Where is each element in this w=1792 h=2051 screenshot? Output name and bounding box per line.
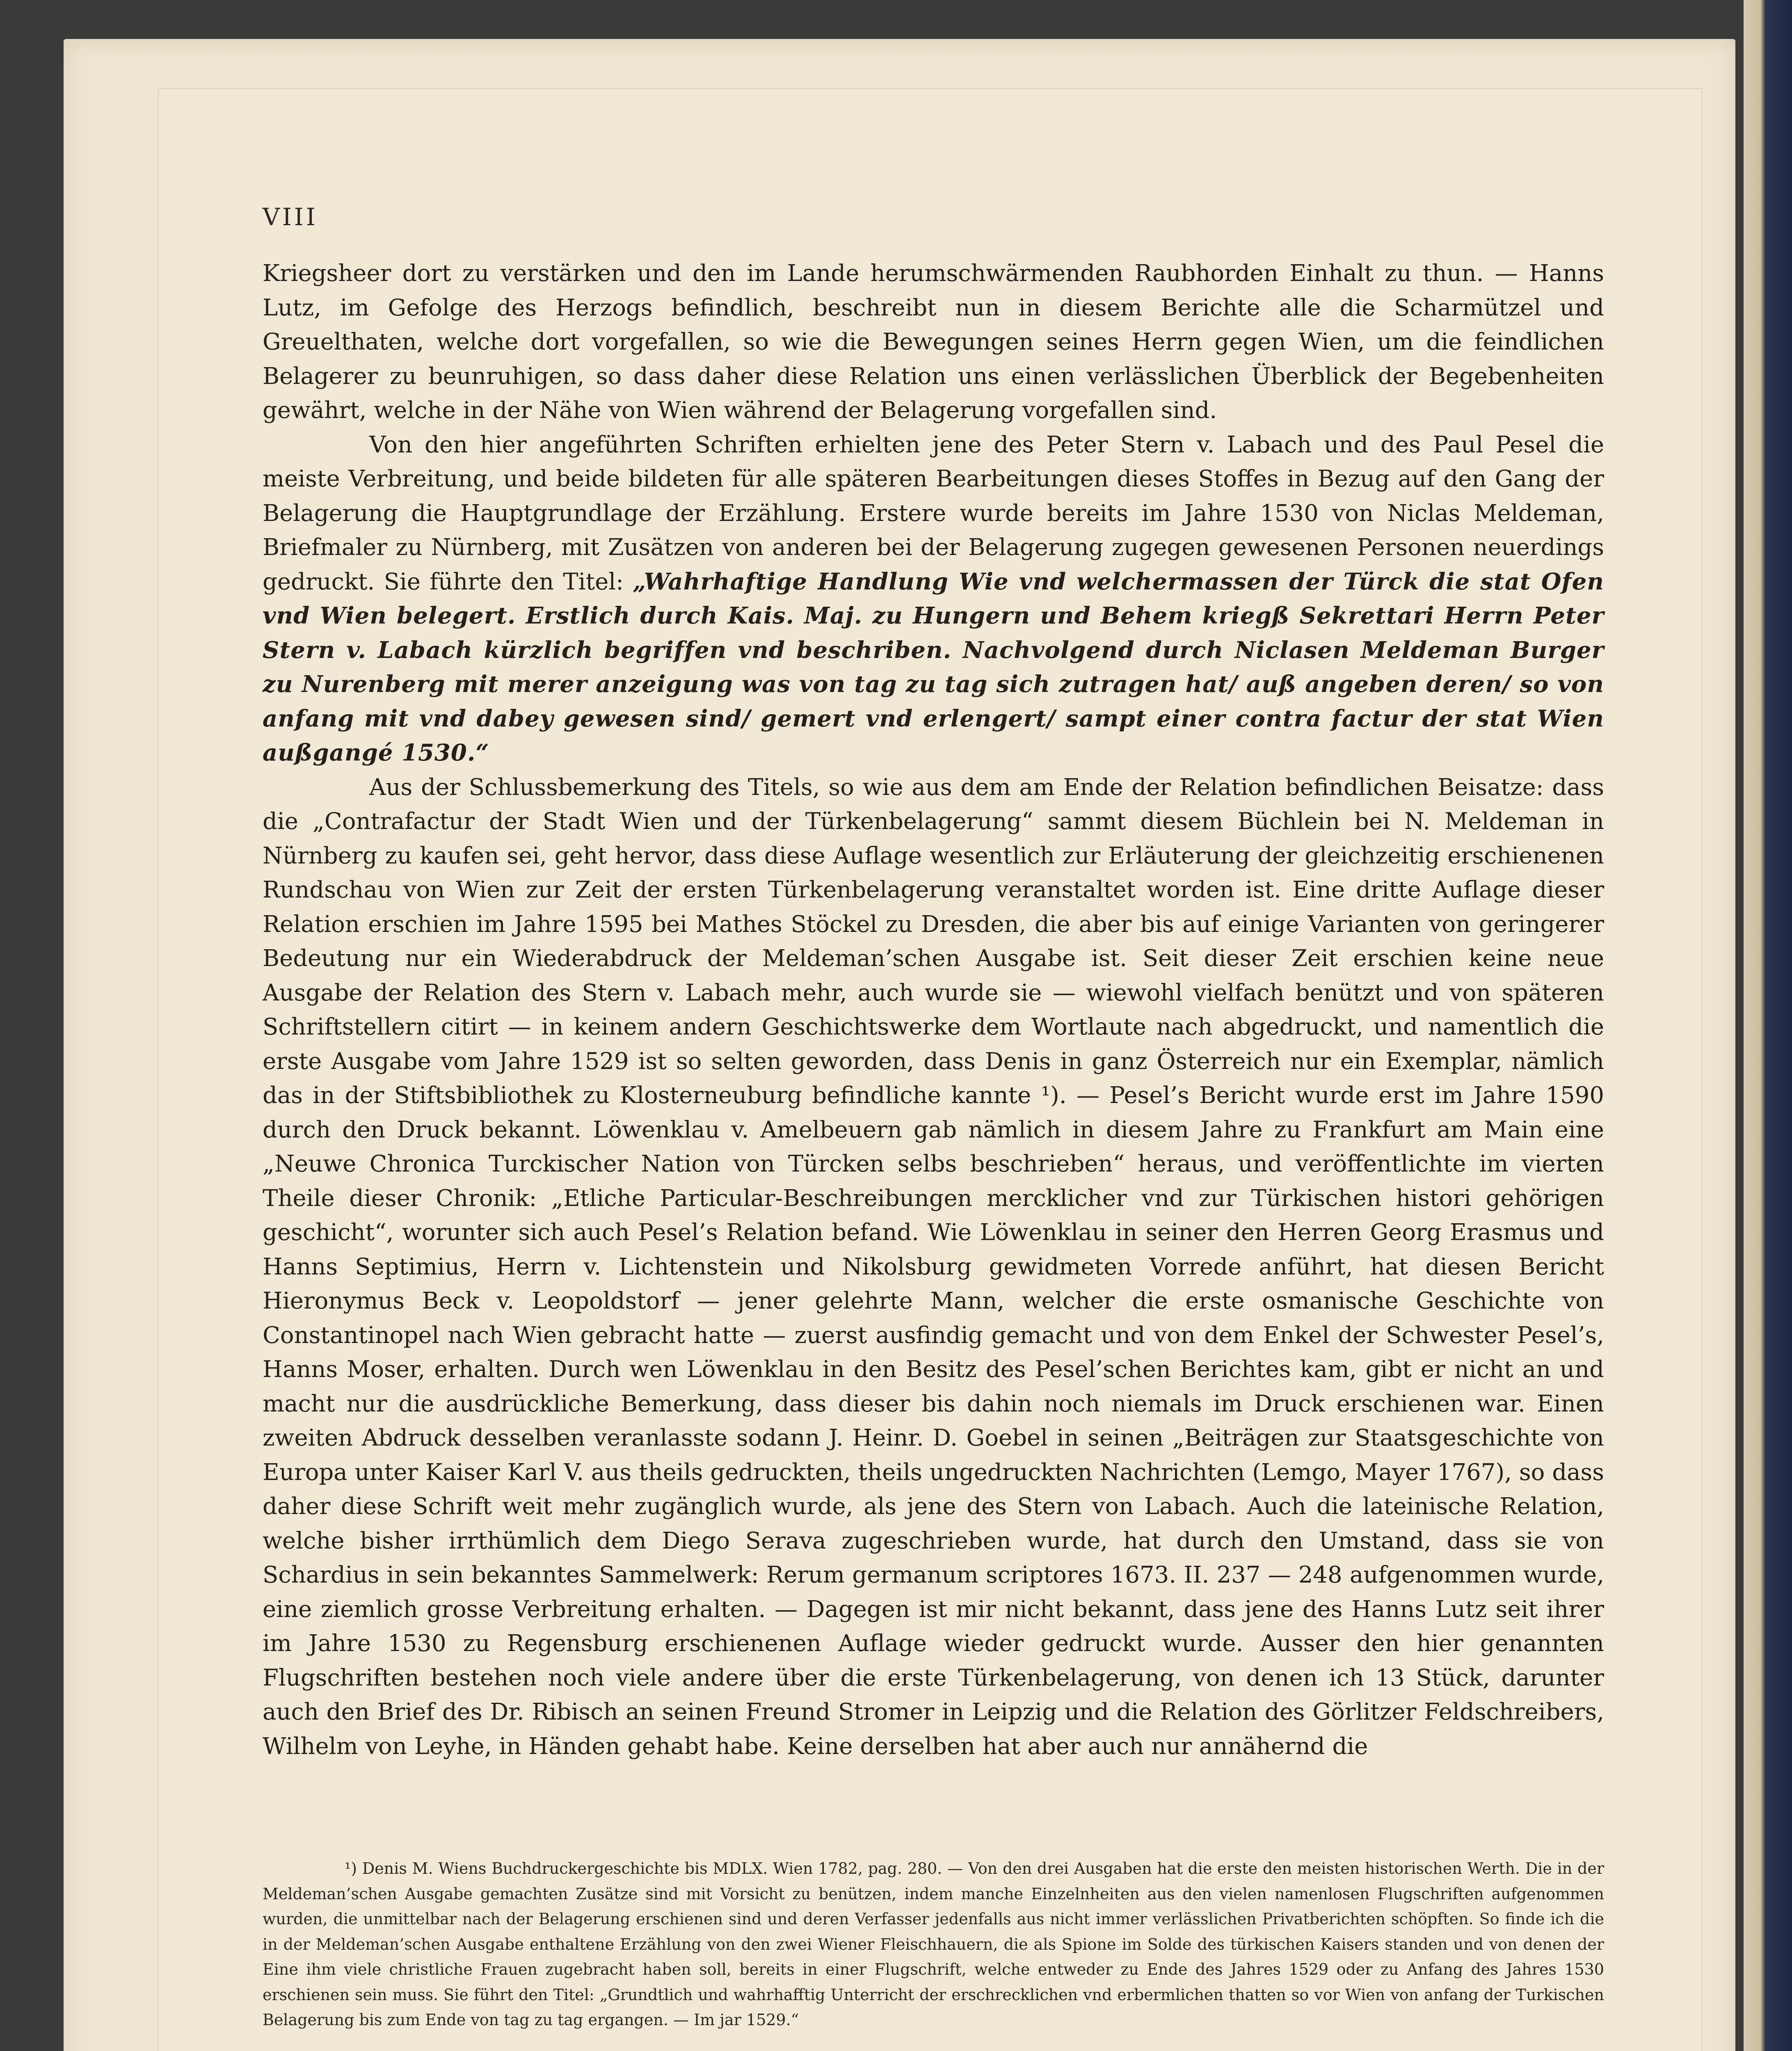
paragraph-2-text: Von den hier angeführten Schriften erhielten jene des Peter Stern v. Labach und des Paul Pesel die meiste Verbreitung, und beide bildeten für alle späteren Bearbeitungen dieses Stoffes in Bezug auf den Gang der Belagerung die Hauptgrundlage der Erzählung. Erstere wurde bereits im Jahre 1530 von Niclas Meldeman, Briefmaler zu Nürnberg, mit Zusätzen von anderen bei der Belagerung zugegen gewesenen Personen neuerdings gedruckt. Sie führte den Titel: xyxy=(263,431,1604,595)
paragraph-1: Kriegsheer dort zu verstärken und den im Lande herumschwärmenden Raubhorden Einhalt zu thun. — Hanns Lutz, im Gefolge des Herzogs befindlich, beschreibt nun in diesem Berichte alle die Scharmützel und Greuelthaten, welche dort vorgefallen, so wie die Bewegungen seines Herrn gegen Wien, um die feindlichen Belagerer zu beunruhigen, so dass daher diese Relation uns einen verlässlichen Überblick der Begebenheiten gewährt, welche in der Nähe von Wien während der Belagerung vorgefallen sind. xyxy=(263,260,1604,424)
footnote-block xyxy=(263,1856,1604,2033)
page-number: VIII xyxy=(263,203,318,231)
paragraph-3: Aus der Schlussbemerkung des Titels, so wie aus dem am Ende der Relation befindlichen Beisatze: dass die „Contrafactur der Stadt Wien und der Türkenbelagerung“ sammt diesem Büchlein bei N. Meldeman in Nürnberg zu kaufen sei, geht hervor, dass diese Auflage wesentlich zur Erläuterung der gleichzeitig erschienenen Rundschau von Wien zur Zeit der ersten Türkenbelagerung veranstaltet worden ist. Eine dritte Auflage dieser Relation erschien im Jahre 1595 bei Mathes Stöckel zu Dresden, die aber bis auf einige Varianten von geringerer Bedeutung nur ein Wiederabdruck der Meldeman’schen Ausgabe ist. Seit dieser Zeit erschien keine neue Ausgabe der Relation des Stern v. Labach mehr, auch wurde sie — wiewohl vielfach benützt und von späteren Schriftstellern citirt — in keinem andern Geschichtswerke dem Wortlaute nach abgedruckt, und namentlich die erste Ausgabe vom Jahre 1529 ist so selten geworden, dass Denis in ganz Österreich nur ein Exemplar, nämlich das in der Stiftsbibliothek zu Klosterneuburg befindliche kannte ¹). — Pesel’s Bericht wurde erst im Jahre 1590 durch den Druck bekannt. Löwenklau v. Amelbeuern gab nämlich in diesem Jahre zu Frankfurt am Main eine „Neuwe Chronica Turckischer Nation von Türcken selbs beschrieben“ heraus, und veröffentlichte im vierten Theile dieser Chronik: „Etliche Particular-Beschreibungen mercklicher vnd zur Türkischen histori gehörigen geschicht“, worunter sich auch Pesel’s Relation befand. Wie Löwenklau in seiner den Herren Georg Erasmus und Hanns Septimius, Herrn v. Lichtenstein und Nikolsburg gewidmeten Vorrede anführt, hat diesen Bericht Hieronymus Beck v. Leopoldstorf — jener gelehrte Mann, welcher die erste osmanische Geschichte von Constantinopel nach Wien gebracht hatte — zuerst ausfindig gemacht und von dem Enkel der Schwester Pesel’s, Hanns Moser, erhalten. Durch wen Löwenklau in den Besitz des Pesel’schen Berichtes kam, gibt er nicht an und macht nur die ausdrückliche Bemerkung, dass dieser bis dahin noch niemals im Druck erschienen war. Einen zweiten Abdruck desselben veranlasste sodann J. Heinr. D. Goebel in seinen „Beiträgen zur Staatsgeschichte von Europa unter Kaiser Karl V. aus theils gedruckten, theils ungedruckten Nachrichten (Lemgo, Mayer 1767), so dass daher diese Schrift weit mehr zugänglich wurde, als jene des Stern von Labach. Auch die lateinische Relation, welche bisher irrthümlich dem Diego Serava zugeschrieben wurde, hat durch den Umstand, dass sie von Schardius in sein bekanntes Sammelwerk: Rerum germanum scriptores 1673. II. 237 — 248 aufgenommen wurde, eine ziemlich grosse Verbreitung erhalten. — Dagegen ist mir nicht bekannt, dass jene des Hanns Lutz seit ihrer im Jahre 1530 zu Regensburg erschienenen Auflage wieder gedruckt wurde. Ausser den hier genannten Flugschriften bestehen noch viele andere über die erste Türkenbelagerung, von denen ich 13 Stück, darunter auch den Brief des Dr. Ribisch an seinen Freund Stromer in Leipzig und die Relation des Görlitzer Feldschreibers, Wilhelm von Leyhe, in Händen gehabt habe. Keine derselben hat aber auch nur annähernd die xyxy=(263,774,1604,1760)
footnote-1: ¹) Denis M. Wiens Buchdruckergeschichte bis MDLX. Wien 1782, pag. 280. — Von den drei Ausgaben hat die erste den meisten historischen Werth. Die in der Meldeman’schen Ausgabe gemachten Zusätze sind mit Vorsicht zu benützen, indem manche Einzelnheiten aus den vielen namenlosen Flugschriften aufgenommen wurden, die unmittelbar nach der Belagerung erschienen sind und deren Verfasser jedenfalls aus nicht immer verlässlichen Privatberichten schöpften. So finde ich die in der Meldeman’schen Ausgabe enthaltene Erzählung von den zwei Wiener Fleischhauern, die als Spione im Solde des türkischen Kaisers standen und von denen der Eine ihm viele christliche Frauen zugebracht haben soll, bereits in einer Flugschrift, welche entweder zu Ende des Jahres 1529 oder zu Anfang des Jahres 1530 erschienen sein muss. Sie führt den Titel: „Grundtlich und wahrhafftig Unterricht der erschrecklichen vnd erbermlichen thatten so vor Wien von anfang der Turkischen Belagerung bis zum Ende von tag zu tag ergangen. — Im jar 1529.“ xyxy=(263,1859,1604,2029)
main-text xyxy=(263,256,1604,1763)
paragraph-2 xyxy=(263,428,1604,770)
book-binding-edge xyxy=(1744,0,1792,2051)
fraktur-title-quote: „Wahrhaftige Handlung Wie vnd welchermassen der Türck die stat Ofen vnd Wien belegert. Erstlich durch Kais. Maj. zu Hungern und Behem kriegß Sekrettari Herrn Peter Stern v. Labach kürzlich begriffen vnd beschriben. Nachvolgend durch Niclasen Meldeman Burger zu Nurenberg mit merer anzeigung was von tag zu tag sich zutragen hat/ auß angeben deren/ so von anfang mit vnd dabey gewesen sind/ gemert vnd erlengert/ sampt einer contra factur der stat Wien außgangé 1530.“ xyxy=(263,568,1604,766)
